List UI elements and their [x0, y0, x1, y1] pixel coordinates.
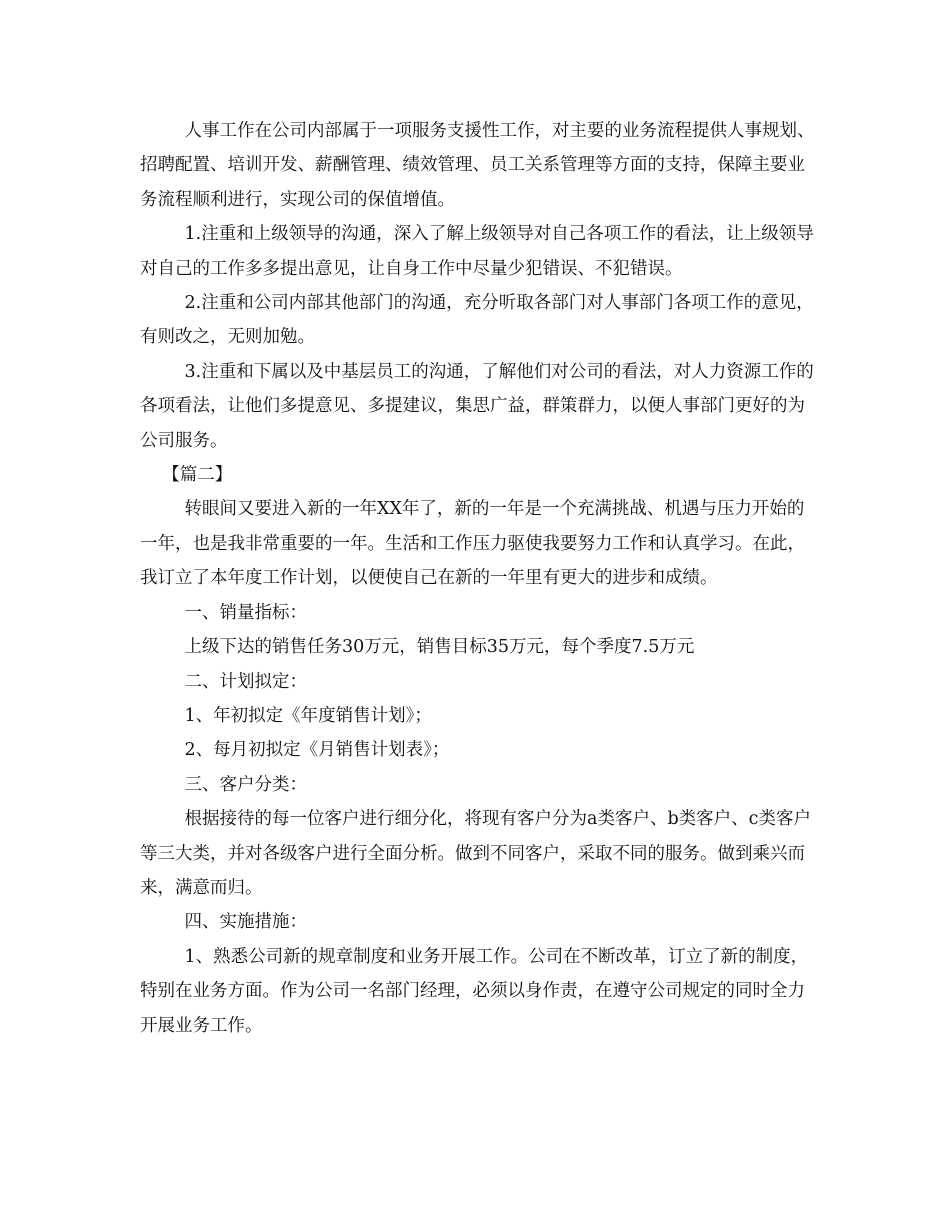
paragraph-customer-classification: 根据接待的每一位客户进行细分化，将现有客户分为a类客户、b类客户、c类客户等三大类，并对各级客户进行全面分析。做到不同客户，采取不同的服务。做到乘兴而来，满意而归。: [140, 809, 811, 898]
paragraph-sales-target: 上级下达的销售任务30万元，销售目标35万元，每个季度7.5万元: [140, 637, 695, 658]
document-body: [140, 114, 820, 1043]
paragraph-point-1: 1.注重和上级领导的沟通，深入了解上级领导对自己各项工作的看法，让上级领导对自己的工作多多提出意见，让自身工作中尽量少犯错误、不犯错误。: [140, 224, 814, 279]
paragraph-plan-1: 1、年初拟定《年度销售计划》；: [140, 705, 432, 726]
paragraph-intro: 人事工作在公司内部属于一项服务支援性工作，对主要的业务流程提供人事规划、招聘配置、培训开发、薪酬管理、绩效管理、员工关系管理等方面的支持，保障主要业务流程顺利进行，实现公司的保值增值。: [140, 121, 815, 210]
paragraph-measures-1: 1、熟悉公司新的规章制度和业务开展工作。公司在不断改革，订立了新的制度，特别在业务方面。作为公司一名部门经理，必须以身作责，在遵守公司规定的同时全力开展业务工作。: [140, 946, 809, 1036]
heading-plan: 二、计划拟定：: [140, 671, 308, 692]
heading-customer-classification: 三、客户分类：: [140, 774, 308, 795]
paragraph-plan-2: 2、每月初拟定《月销售计划表》；: [140, 740, 450, 761]
paragraph-point-2: 2.注重和公司内部其他部门的沟通，充分听取各部门对人事部门各项工作的意见，有则改之，无则加勉。: [140, 293, 814, 348]
paragraph-point-3: 3.注重和下属以及中基层员工的沟通，了解他们对公司的看法，对人力资源工作的各项看法，让他们多提意见、多提建议，集思广益，群策群力，以便人事部门更好的为公司服务。: [140, 361, 814, 451]
heading-sales-target: 一、销量指标：: [140, 602, 308, 623]
paragraph-part-two-intro: 转眼间又要进入新的一年XX年了，新的一年是一个充满挑战、机遇与压力开始的一年，也是我非常重要的一年。生活和工作压力驱使我要努力工作和认真学习。在此，我订立了本年度工作计划，以便使自己在新的一年里有更大的进步和成绩。: [140, 499, 805, 589]
heading-measures: 四、实施措施：: [140, 912, 308, 933]
section-heading-part-two: 【篇二】: [140, 465, 233, 486]
